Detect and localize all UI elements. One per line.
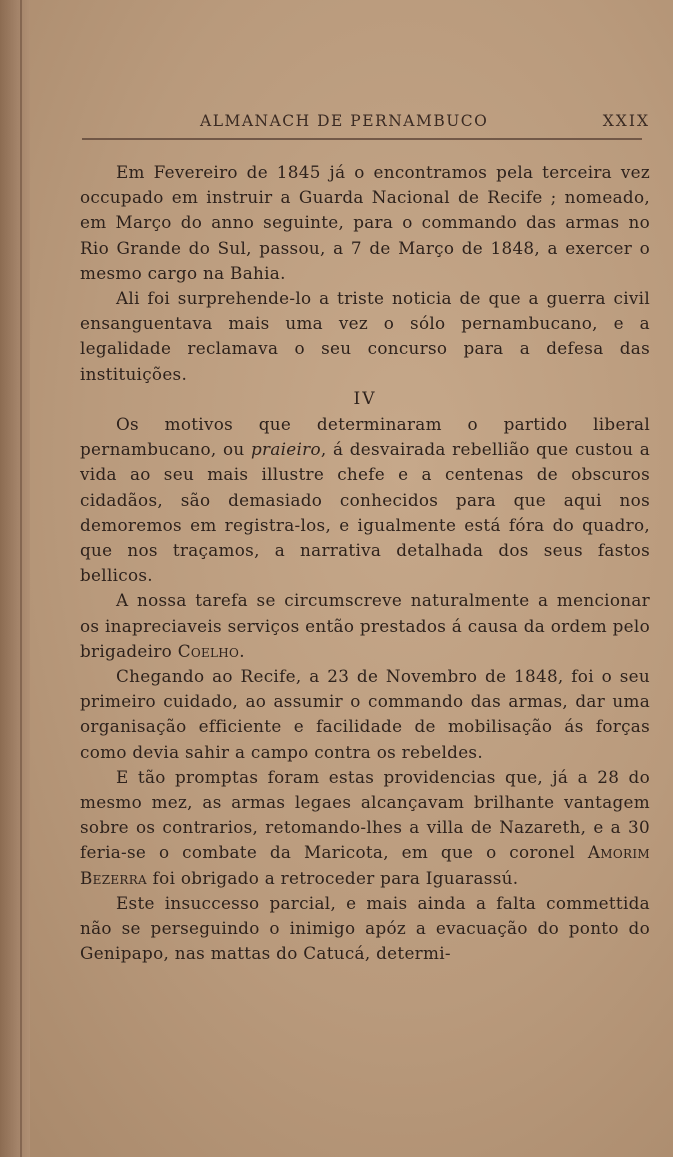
paragraph-5: Chegando ao Recife, a 23 de Novembro de 1848, foi o seu primeiro cuidado, ao assumir o commando das armas, dar uma organisação efficiente e facilidade de mobilisação ás forças como devia sahir a campo contra os rebeldes. [80,666,650,762]
paragraph-4-text-b: . [239,640,245,661]
paragraph-3 [80,412,650,588]
praieiro-italic: praieiro [250,439,321,460]
paragraph-4-text-a: A nossa tarefa se circumscreve naturalmente a mencionar os inapreciaveis serviços então prestados á causa da ordem pelo brigadeiro [80,590,650,661]
name-coelho: Coelho [177,640,240,661]
paragraph-6-text-b: foi obrigado a retroceder para Iguarassú. [147,867,519,888]
paragraph-3-text-b: , á desvairada rebellião que custou a vida ao seu mais illustre chefe e a centenas de obscuros cidadãos, são demasiado conhecidos para que aqui nos demoremos em registra-los, e igualmente está fóra do quadro, que nos traçamos, a narrativa detalhada dos seus fastos bellicos. [80,439,650,586]
page-number: XXIX [602,112,650,130]
header-rule [82,138,642,146]
paragraph-4 [80,588,650,664]
body-text [80,160,650,967]
name-amorim-bezerra: Amorim Bezerra [80,842,650,888]
paragraph-3-text-a: Os motivos que determinaram o partido liberal pernambucano, ou [80,414,650,460]
book-gutter [0,0,30,1157]
paragraph-1: Em Fevereiro de 1845 já o encontramos pela terceira vez occupado em instruir a Guarda Nacional de Recife ; nomeado, em Março do anno seguinte, para o commando das armas no Rio Grande do Sul, passou, a 7 de Março de 1848, a exercer o mesmo cargo na Bahia. [80,162,650,283]
header-title: ALMANACH DE PERNAMBUCO [200,112,489,130]
section-heading: IV [353,388,377,409]
paragraph-7: Este insuccesso parcial, e mais ainda a falta commettida não se perseguindo o inimigo apóz a evacuação do ponto do Genipapo, nas mattas do Catucá, determi- [80,892,650,964]
paragraph-6-text-a: E tão promptas foram estas providencias que, já a 28 do mesmo mez, as armas legaes alcançavam brilhante vantagem sobre os contrarios, retomando-lhes a villa de Nazareth, e a 30 feria-se o combate da Maricota, em que o coronel [80,766,650,863]
gutter-edge [20,0,22,1157]
paragraph-6 [80,765,650,891]
paragraph-2: Ali foi surprehende-lo a triste noticia de que a guerra civil ensanguentava mais uma vez o sólo pernambucano, e a legalidade reclamava o seu concurso para a defesa das instituições. [80,288,650,384]
